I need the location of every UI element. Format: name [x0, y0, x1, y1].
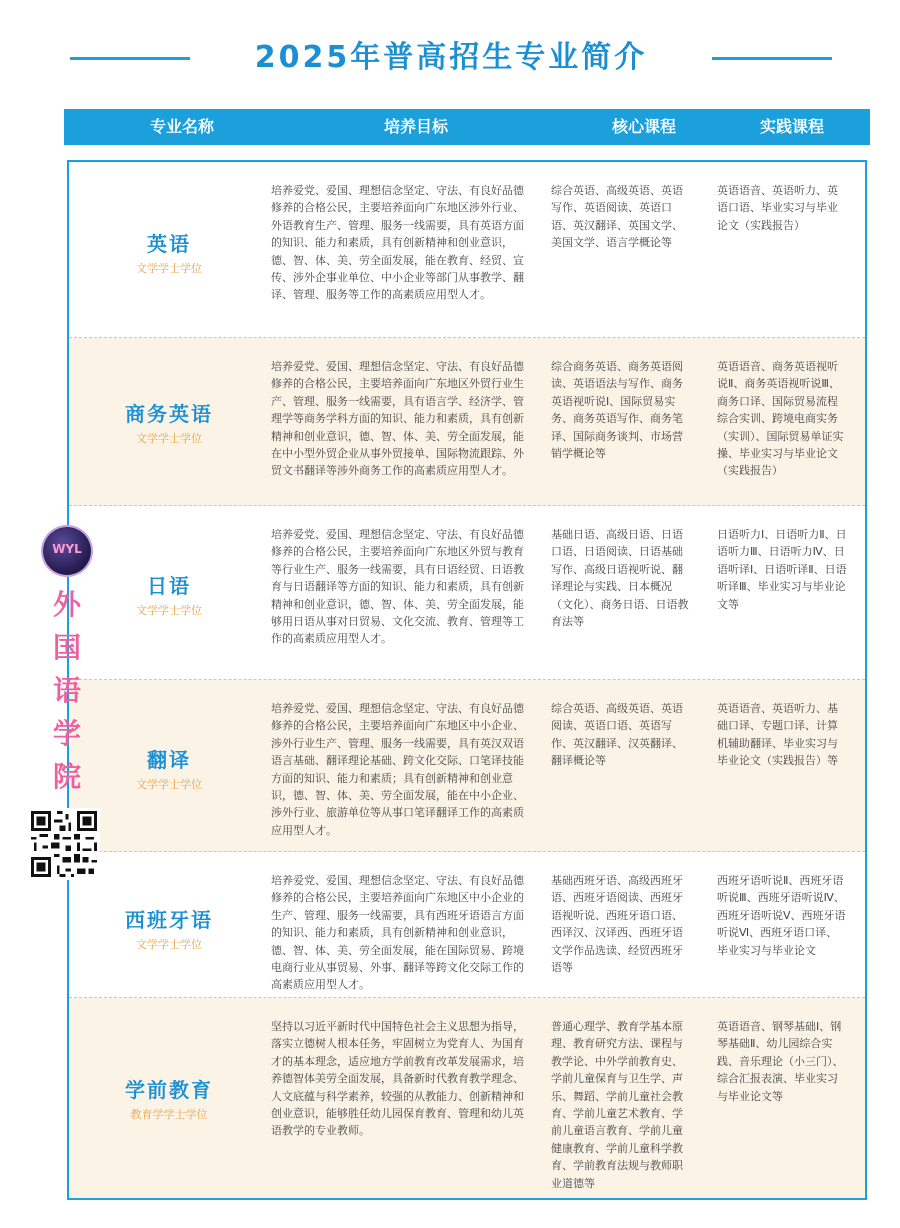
table-row — [69, 998, 865, 1198]
college-name-vertical: 外 国 语 学 院 — [52, 588, 81, 793]
major-practice-courses: 西班牙语听说Ⅱ、西班牙语听说Ⅲ、西班牙语听说Ⅳ、西班牙语听说Ⅴ、西班牙语听说Ⅵ、西班牙语口译、毕业实习与毕业论文 — [717, 874, 846, 957]
table-row — [69, 852, 865, 998]
major-goal: 坚持以习近平新时代中国特色社会主义思想为指导，落实立德树人根本任务，牢固树立为党育人、为国育才的基本理念，适应地方学前教育改革发展需求，培养德智体美劳全面发展，具备新时代教育教学理念、人文底蕴与科学素养，较强的从教能力、创新精神和创业意识，能够胜任幼儿园保育教育、管理和幼儿英语教学的专业教师。 — [271, 1020, 524, 1138]
table-row — [69, 680, 865, 852]
header-col-core: 核心课程 — [611, 117, 676, 136]
major-degree: 文学学士学位 — [136, 604, 202, 617]
title-decor-right — [712, 57, 832, 60]
major-name: 英语 — [147, 232, 191, 256]
major-name: 商务英语 — [125, 402, 213, 426]
qr-code-icon[interactable] — [28, 808, 100, 880]
major-practice-courses: 英语语音、英语听力、英语口语、毕业实习与毕业论文（实践报告） — [717, 184, 838, 232]
header-col-practice: 实践课程 — [759, 117, 824, 136]
title-decor-left — [70, 57, 190, 60]
table-row — [69, 506, 865, 680]
major-degree: 文学学士学位 — [136, 432, 202, 445]
table-row — [69, 162, 865, 338]
major-core-courses: 综合商务英语、商务英语阅读、英语语法与写作、商务英语视听说Ⅰ、国际贸易实务、商务英语写作、商务笔译、国际商务谈判、市场营销学概论等 — [551, 360, 683, 461]
major-goal: 培养爱党、爱国、理想信念坚定、守法、有良好品德修养的合格公民，主要培养面向广东地区涉外行业、外语教育生产、管理、服务一线需要，具有英语方面的知识、能力和素质，具有创新精神和创业意识，德、智、体、美、劳全面发展，能在教育、经贸、宣传、涉外企事业单位、中小企业等部门从事教学、翻译、管理、服务等工作的高素质应用型人才。 — [271, 184, 524, 302]
table-row — [69, 338, 865, 506]
major-name: 学前教育 — [125, 1078, 213, 1102]
major-name: 西班牙语 — [125, 908, 213, 932]
major-goal: 培养爱党、爱国、理想信念坚定、守法、有良好品德修养的合格公民，主要培养面向广东地区中小企业的生产、管理、服务一线需要，具有西班牙语语言方面的知识、能力和素质，具有创新精神和创业意识，德、智、体、美、劳全面发展，能在国际贸易、跨境电商行业从事贸易、外事、翻译等跨文化交际工作的高素质应用型人才。 — [271, 874, 524, 992]
major-core-courses: 综合英语、高级英语、英语写作、英语阅读、英语口语、英汉翻译、英国文学、美国文学、语言学概论等 — [551, 184, 683, 250]
major-practice-courses: 日语听力Ⅰ、日语听力Ⅱ、日语听力Ⅲ、日语听力Ⅳ、日语听译Ⅰ、日语听译Ⅱ、日语听译Ⅲ、毕业实习与毕业论文等 — [717, 528, 847, 611]
major-goal: 培养爱党、爱国、理想信念坚定、守法、有良好品德修养的合格公民，主要培养面向广东地区中小企业、涉外行业生产、管理、服务一线需要，具有英汉双语语言基础、翻译理论基础、跨文化交际、口笔译技能方面的知识、能力和素质；具有创新精神和创业意识，德、智、体、美、劳全面发展，能在中小企业、涉外行业、旅游单位等从事口笔译翻译工作的高素质应用型人才。 — [271, 702, 524, 837]
major-degree: 文学学士学位 — [136, 778, 202, 791]
major-degree: 文学学士学位 — [136, 938, 202, 951]
major-core-courses: 基础西班牙语、高级西班牙语、西班牙语阅读、西班牙语视听说、西班牙语口语、西译汉、汉译西、西班牙语文学作品选读、经贸西班牙语等 — [551, 874, 683, 975]
major-degree: 教育学学士学位 — [130, 1108, 208, 1121]
header-col-name: 专业名称 — [149, 117, 214, 136]
page-title: 2025年普高招生专业简介 — [254, 40, 648, 75]
major-core-courses: 普通心理学、教育学基本原理、教育研究方法、课程与教学论、中外学前教育史、学前儿童保育与卫生学、声乐、舞蹈、学前儿童社会教育、学前儿童艺术教育、学前儿童语言教育、学前儿童健康教育、学前儿童科学教育、学前教育法规与教师职业道德等 — [551, 1020, 683, 1190]
major-practice-courses: 英语语音、英语听力、基础口译、专题口译、计算机辅助翻译、毕业实习与毕业论文（实践报告）等 — [717, 702, 838, 768]
table-header — [64, 109, 870, 145]
major-degree: 文学学士学位 — [136, 262, 202, 275]
major-practice-courses: 英语语音、钢琴基础Ⅰ、钢琴基础Ⅱ、幼儿园综合实践、音乐理论（小三门）、综合汇报表演、毕业实习与毕业论文等 — [717, 1020, 844, 1103]
major-practice-courses: 英语语音、商务英语视听说Ⅱ、商务英语视听说Ⅲ、商务口译、国际贸易流程综合实训、跨境电商实务（实训）、国际贸易单证实操、毕业实习与毕业论文（实践报告） — [717, 360, 844, 478]
major-name: 翻译 — [147, 748, 191, 772]
college-logo: WYL — [43, 527, 91, 575]
major-name: 日语 — [147, 574, 191, 598]
major-core-courses: 基础日语、高级日语、日语口语、日语阅读、日语基础写作、高级日语视听说、翻译理论与实践、日本概况（文化）、商务日语、日语教育法等 — [551, 528, 689, 629]
major-goal: 培养爱党、爱国、理想信念坚定、守法、有良好品德修养的合格公民，主要培养面向广东地区外贸与教育等行业生产、服务一线需要，具有日语经贸、日语教育与日语翻译等方面的知识、能力和素质，具有创新精神和创业意识，德、智、体、美、劳全面发展，能够用日语从事对日贸易、文化交流、教育、管理等工作的高素质应用型人才。 — [271, 528, 524, 646]
header-col-goal: 培养目标 — [383, 117, 448, 136]
major-core-courses: 综合英语、高级英语、英语阅读、英语口语、英语写作、英汉翻译、汉英翻译、翻译概论等 — [551, 702, 683, 768]
major-goal: 培养爱党、爱国、理想信念坚定、守法、有良好品德修养的合格公民，主要培养面向广东地区外贸行业生产、管理、服务一线需要，具有语言学、经济学、管理学等商务学科方面的知识、能力和素质，具有创新精神和创业意识，德、智、体、美、劳全面发展，能在中小型外贸企业从事外贸接单、国际物流跟踪、外贸文书翻译等涉外商务工作的高素质应用型人才。 — [271, 360, 524, 478]
